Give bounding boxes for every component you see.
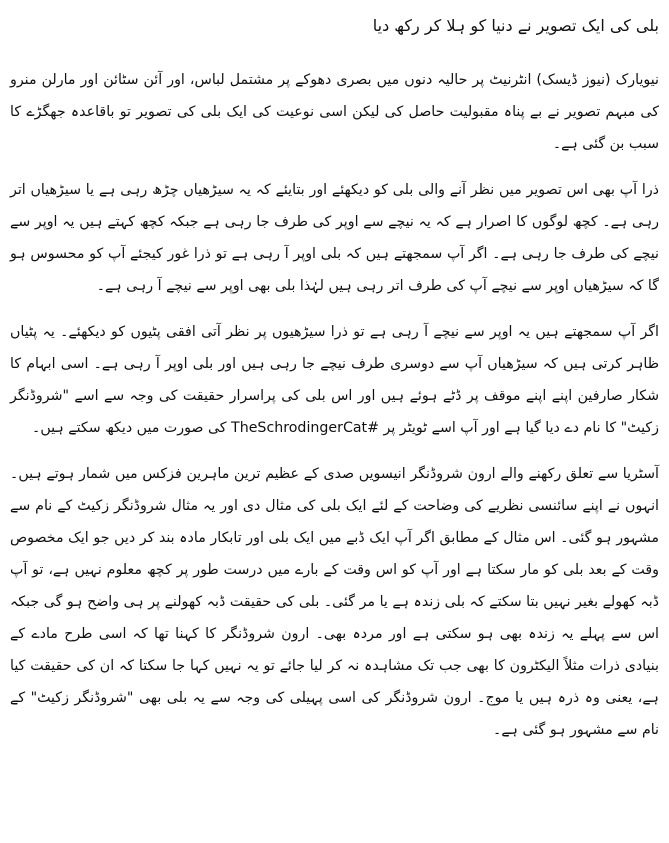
article-paragraph-intro: نیویارک (نیوز ڈیسک) انٹرنیٹ پر حالیہ دنوں میں بصری دھوکے پر مشتمل لباس، اور آئن سٹائن اور مارلن منرو کی مبہم تصویر نے بے پناہ مقبولیت حاصل کی لیکن اسی نوعیت کی ایک بلی کی تصویر تو باقاعدہ جھگڑے کا سبب بن گئی ہے۔ [10,72,659,152]
article-paragraph-question: ذرا آپ بھی اس تصویر میں نظر آنے والی بلی کو دیکھئے اور بتایئے کہ یہ سیڑھیاں چڑھ رہی ہے یا سیڑھیاں اتر رہی ہے۔ کچھ لوگوں کا اصرار ہے کہ یہ نیچے سے اوپر کی طرف جا رہی ہے جبکہ کچھ کہتے ہیں یہ اوپر سے نیچے کی طرف جا رہی ہے۔ اگر آپ سمجھتے ہیں کہ بلی اوپر آ رہی ہے تو ذرا غور کیجئے آپ کو محسوس ہو گا کہ سیڑھیاں اوپر سے نیچے آپ کی طرف اتر رہی ہیں لہٰذا بلی بھی اوپر سے نیچے آ رہی ہے۔ [10,182,659,294]
article-paragraph-schrodinger: آسٹریا سے تعلق رکھنے والے ارون شروڈنگر انیسویں صدی کے عظیم ترین ماہرین فزکس میں شمار ہوتے ہیں۔ انہوں نے اپنے سائنسی نظریے کی وضاحت کے لئے ایک بلی کی مثال دی اور یہ مثال شروڈنگر زکیٹ کے نام سے مشہور ہو گئی۔ اس مثال کے مطابق اگر آپ ایک ڈبے میں ایک بلی اور تابکار مادہ بند کر دیں جو ایک مخصوص وقت کے بعد بلی کو مار سکتا ہے اور آپ کو اس وقت کے بارے میں درست طور پر کچھ معلوم نہیں ہے، تو آپ ڈبہ کھولے بغیر نہیں بتا سکتے کہ بلی زندہ ہے یا مر گئی۔ بلی کی حقیقت ڈبہ کھولنے پر ہی واضح ہو گی جبکہ اس سے پہلے یہ زندہ بھی ہو سکتی ہے اور مردہ بھی۔ ارون شروڈنگر کا کہنا تھا کہ اسی طرح مادے کے بنیادی ذرات مثلاً الیکٹرون کا بھی جب تک مشاہدہ نہ کر لیا جائے تو یہ نہیں کہا جا سکتا کہ ان کی حقیقت کیا ہے، یعنی وہ ذرہ ہیں یا موج۔ ارون شروڈنگر کی اسی پہیلی کی وجہ سے یہ بلی بھی "شروڈنگر زکیٹ" کے نام سے مشہور ہو گئی ہے۔ [10,466,659,738]
article-title: بلی کی ایک تصویر نے دنیا کو ہلا کر رکھ دیا [372,16,659,35]
article-paragraph-stripes: اگر آپ سمجھتے ہیں یہ اوپر سے نیچے آ رہی ہے تو ذرا سیڑھیوں پر نظر آتی افقی پٹیوں کو دیکھئے۔ یہ پٹیاں ظاہر کرتی ہیں کہ سیڑھیاں آپ سے دوسری طرف نیچے جا رہی ہیں اور بلی اوپر آ رہی ہے۔ اسی ابہام کا شکار صارفین اپنے اپنے موقف پر ڈٹے ہوئے ہیں اور اس بلی کی پراسرار حقیقت کی وجہ سے اسے "شروڈنگر زکیٹ" کا نام دے دیا گیا ہے اور آپ اسے ٹویٹر پر #TheSchrodingerCat کی صورت میں دیکھ سکتے ہیں۔ [10,324,659,436]
article [10,12,659,746]
